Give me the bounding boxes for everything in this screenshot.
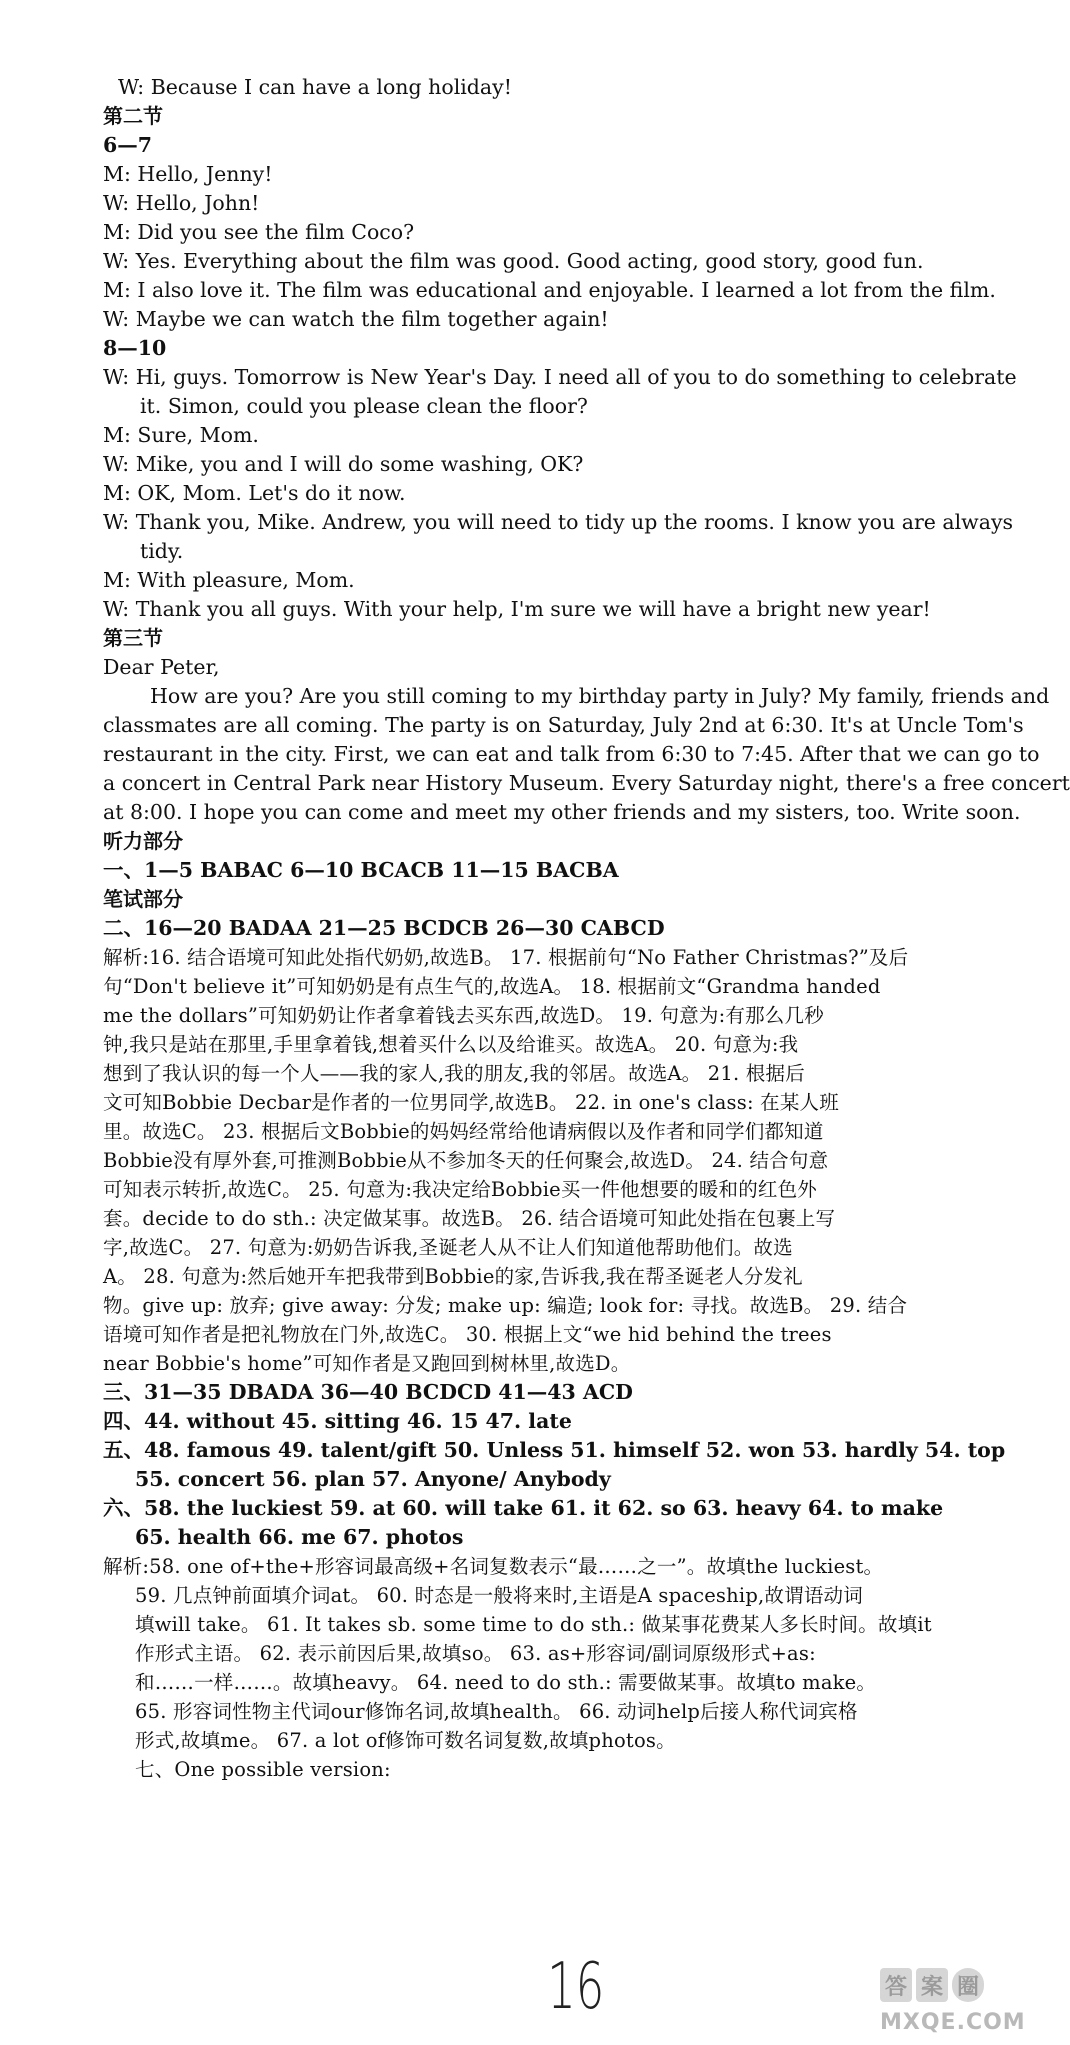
answer-line: 六、58. the luckiest 59. at 60. will take 61. it 62. so 63. heavy 64. to make [103,1496,944,1520]
answer-line: 55. concert 56. plan 57. Anyone/ Anybody [135,1467,611,1491]
explanation-line: Bobbie没有厚外套,可推测Bobbie从不参加冬天的任何聚会,故选D。 24. 结合句意 [103,1149,829,1172]
watermark [878,1958,1026,2042]
dialogue-line: it. Simon, could you please clean the floor? [140,394,588,418]
question-range: 6—7 [103,133,153,157]
explanation-line: 语境可知作者是把礼物放在门外,故选C。 30. 根据上文“we hid behind the trees [103,1323,832,1346]
explanation-line: 句“Don't believe it”可知奶奶是有点生气的,故选A。 18. 根据前文“Grandma handed [103,975,881,998]
explanation-line: 作形式主语。 62. 表示前因后果,故填so。 63. as+形容词/副词原级形式+as: [135,1642,816,1665]
answer-line: 一、1—5 BABAC 6—10 BCACB 11—15 BACBA [103,858,619,882]
explanation-line: 可知表示转折,故选C。 25. 句意为:我决定给Bobbie买一件他想要的暖和的红色外 [103,1178,818,1201]
explanation-line: 七、One possible version: [135,1758,391,1781]
explanation-line: 形式,故填me。 67. a lot of修饰可数名词复数,故填photos。 [135,1729,676,1752]
explanation-line: 解析:16. 结合语境可知此处指代奶奶,故选B。 17. 根据前句“No Father Christmas?”及后 [103,946,909,969]
explanation-line: 想到了我认识的每一个人——我的家人,我的朋友,我的邻居。故选A。 21. 根据后 [103,1062,805,1085]
dialogue-line: W: Because I can have a long holiday! [118,75,512,99]
svg-text:圈: 圈 [956,1975,980,2000]
watermark-logo-icon [878,1958,990,2014]
explanation-line: 59. 几点钟前面填介词at。 60. 时态是一般将来时,主语是A spaceship,故谓语动词 [135,1584,863,1607]
letter-line: How are you? Are you still coming to my birthday party in July? My family, friends and [150,684,1050,708]
letter-line: restaurant in the city. First, we can eat and talk from 6:30 to 7:45. After that we can go to [103,742,1040,766]
dialogue-line: M: OK, Mom. Let's do it now. [103,481,406,505]
svg-text:答: 答 [884,1975,908,2000]
dialogue-line: W: Maybe we can watch the film together again! [103,307,609,331]
answer-line: 三、31—35 DBADA 36—40 BCDCD 41—43 ACD [103,1380,633,1404]
part-heading: 听力部分 [103,829,183,853]
dialogue-line: W: Thank you all guys. With your help, I'm sure we will have a bright new year! [103,597,931,621]
answer-line: 四、44. without 45. sitting 46. 15 47. late [103,1409,572,1433]
dialogue-line: tidy. [140,539,184,563]
explanation-line: 和……一样……。故填heavy。 64. need to do sth.: 需要做某事。故填to make。 [135,1671,877,1694]
explanation-line: 解析:58. one of+the+形容词最高级+名词复数表示“最……之一”。故填the luckiest。 [103,1555,884,1578]
explanation-line: 填will take。 61. It takes sb. some time to do sth.: 做某事花费某人多长时间。故填it [135,1613,932,1636]
dialogue-line: M: With pleasure, Mom. [103,568,355,592]
explanation-line: near Bobbie's home”可知作者是又跑回到树林里,故选D。 [103,1352,631,1375]
explanation-line: 套。decide to do sth.: 决定做某事。故选B。 26. 结合语境可知此处指在包裹上写 [103,1207,836,1230]
section-heading: 第二节 [103,104,163,128]
explanation-line: 钟,我只是站在那里,手里拿着钱,想着买什么以及给谁买。故选A。 20. 句意为:我 [103,1033,799,1056]
dialogue-line: W: Hello, John! [103,191,260,215]
explanation-line: A。 28. 句意为:然后她开车把我带到Bobbie的家,告诉我,我在帮圣诞老人分发礼 [103,1265,803,1288]
explanation-line: 里。故选C。 23. 根据后文Bobbie的妈妈经常给他请病假以及作者和同学们都知道 [103,1120,824,1143]
explanation-line: 字,故选C。 27. 句意为:奶奶告诉我,圣诞老人从不让人们知道他帮助他们。故选 [103,1236,793,1259]
answer-line: 五、48. famous 49. talent/gift 50. Unless 51. himself 52. won 53. hardly 54. top [103,1438,1006,1462]
letter-greeting: Dear Peter, [103,655,220,679]
explanation-line: 物。give up: 放弃; give away: 分发; make up: 编造; look for: 寻找。故选B。 29. 结合 [103,1294,908,1317]
dialogue-line: W: Thank you, Mike. Andrew, you will need to tidy up the rooms. I know you are always [103,510,1014,534]
dialogue-line: W: Hi, guys. Tomorrow is New Year's Day. I need all of you to do something to celebrate [103,365,1017,389]
letter-line: classmates are all coming. The party is on Saturday, July 2nd at 6:30. It's at Uncle Tom's [103,713,1024,737]
explanation-line: me the dollars”可知奶奶让作者拿着钱去买东西,故选D。 19. 句意为:有那么几秒 [103,1004,824,1027]
answer-line: 65. health 66. me 67. photos [135,1525,464,1549]
page-number: 16 [547,1950,605,2024]
dialogue-line: M: Did you see the film Coco? [103,220,415,244]
explanation-line: 文可知Bobbie Decbar是作者的一位男同学,故选B。 22. in one's class: 在某人班 [103,1091,839,1114]
section-heading: 第三节 [103,626,163,650]
answer-line: 二、16—20 BADAA 21—25 BCDCB 26—30 CABCD [103,916,665,940]
explanation-line: 65. 形容词性物主代词our修饰名词,故填health。 66. 动词help后接人称代词宾格 [135,1700,858,1723]
dialogue-line: W: Yes. Everything about the film was good. Good acting, good story, good fun. [103,249,924,273]
part-heading: 笔试部分 [103,887,183,911]
dialogue-line: M: I also love it. The film was educational and enjoyable. I learned a lot from the film. [103,278,996,302]
dialogue-line: M: Sure, Mom. [103,423,259,447]
dialogue-line: M: Hello, Jenny! [103,162,273,186]
letter-line: a concert in Central Park near History Museum. Every Saturday night, there's a free concert [103,771,1070,795]
dialogue-line: W: Mike, you and I will do some washing, OK? [103,452,584,476]
svg-text:案: 案 [920,1975,944,2000]
letter-line: at 8:00. I hope you can come and meet my other friends and my sisters, too. Write soon. [103,800,1021,824]
question-range: 8—10 [103,336,167,360]
watermark-url: MXQE.COM [880,2010,1026,2035]
